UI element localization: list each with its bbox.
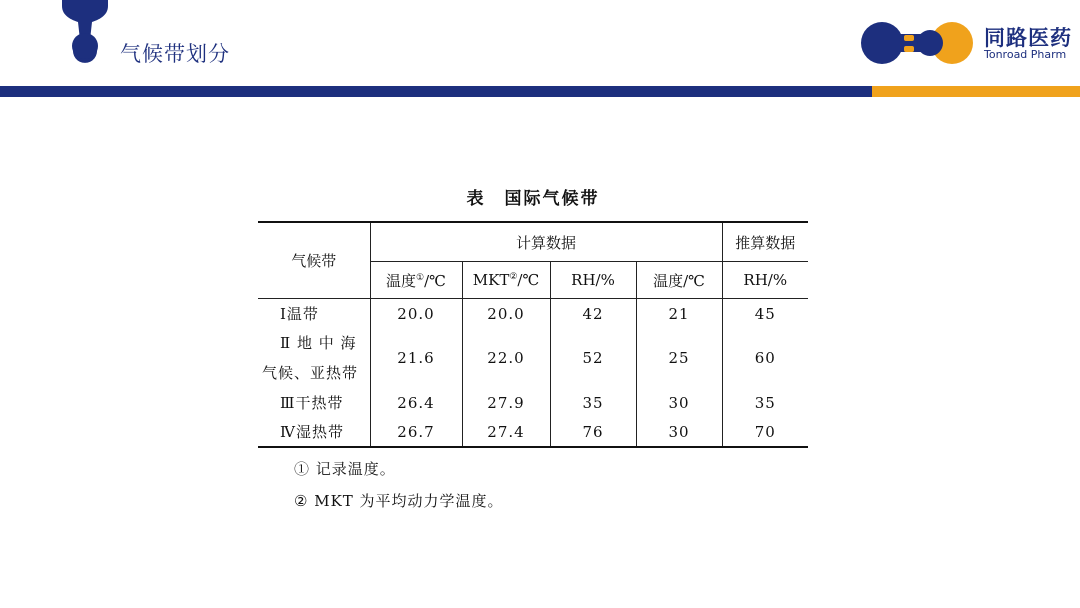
temp-est-cell: 30	[636, 388, 722, 417]
col-header-rh-est: RH/%	[722, 262, 808, 299]
rh-est-cell: 70	[722, 417, 808, 447]
col-header-zone: 气候带	[291, 252, 337, 270]
zone-cell	[258, 328, 370, 388]
col-header-temp	[370, 262, 462, 299]
mkt-cell: 27.9	[462, 388, 550, 417]
rh-est-cell: 35	[722, 388, 808, 417]
footnote-2: ② MKT 为平均动力学温度。	[294, 492, 504, 510]
temp-cell: 20.0	[370, 299, 462, 329]
col-header-rh: RH/%	[550, 262, 636, 299]
zone-cell: Ⅳ湿热带	[280, 423, 344, 441]
temp-cell: 26.7	[370, 417, 462, 447]
table-row	[258, 417, 808, 447]
header-divider-blue	[0, 86, 872, 97]
temp-footnote-mark: ①	[416, 272, 425, 283]
rh-cell: 42	[550, 299, 636, 329]
rh-est-cell: 60	[722, 328, 808, 388]
temp-est-cell: 21	[636, 299, 722, 329]
rh-est-cell: 45	[722, 299, 808, 329]
logo-mark-icon	[860, 20, 978, 68]
col-group-calculated: 计算数据	[370, 222, 722, 262]
brand-logo	[860, 20, 1075, 68]
temp-cell: 21.6	[370, 328, 462, 388]
zone-line-2: 气候、亚热带	[262, 364, 359, 382]
footnote-1: ① 记录温度。	[294, 460, 396, 478]
logo-text-cn: 同路医药	[984, 26, 1072, 50]
logo-text-en: Tonroad Pharm	[984, 48, 1067, 61]
mkt-cell: 27.4	[462, 417, 550, 447]
mkt-cell: 20.0	[462, 299, 550, 329]
temp-est-cell: 30	[636, 417, 722, 447]
rh-cell: 76	[550, 417, 636, 447]
table-row	[258, 388, 808, 417]
temp-label: 温度	[386, 271, 417, 290]
corner-decoration	[62, 0, 108, 64]
temp-est-cell: 25	[636, 328, 722, 388]
table-row	[258, 328, 808, 388]
col-group-estimated: 推算数据	[722, 222, 808, 262]
col-header-temp-est: 温度/℃	[636, 262, 722, 299]
climate-zone-table	[258, 221, 808, 448]
header-divider-orange	[872, 86, 1080, 97]
col-header-mkt	[462, 262, 550, 299]
table-header-row	[258, 222, 808, 262]
mkt-unit: /℃	[517, 271, 540, 289]
mkt-cell: 22.0	[462, 328, 550, 388]
rh-cell: 35	[550, 388, 636, 417]
temp-cell: 26.4	[370, 388, 462, 417]
temp-unit: /℃	[424, 271, 446, 290]
rh-cell: 52	[550, 328, 636, 388]
mkt-label: MKT	[472, 271, 510, 289]
zone-cell: Ⅲ干热带	[280, 394, 344, 412]
zone-line-1: Ⅱ 地 中 海	[280, 334, 357, 352]
table-row	[258, 299, 808, 329]
table-footnotes	[294, 457, 504, 521]
slide-title: 气候带划分	[120, 42, 230, 66]
mkt-footnote-mark: ②	[509, 272, 518, 282]
table-caption: 表 国际气候带	[466, 189, 600, 209]
zone-cell: Ⅰ温带	[280, 305, 319, 323]
